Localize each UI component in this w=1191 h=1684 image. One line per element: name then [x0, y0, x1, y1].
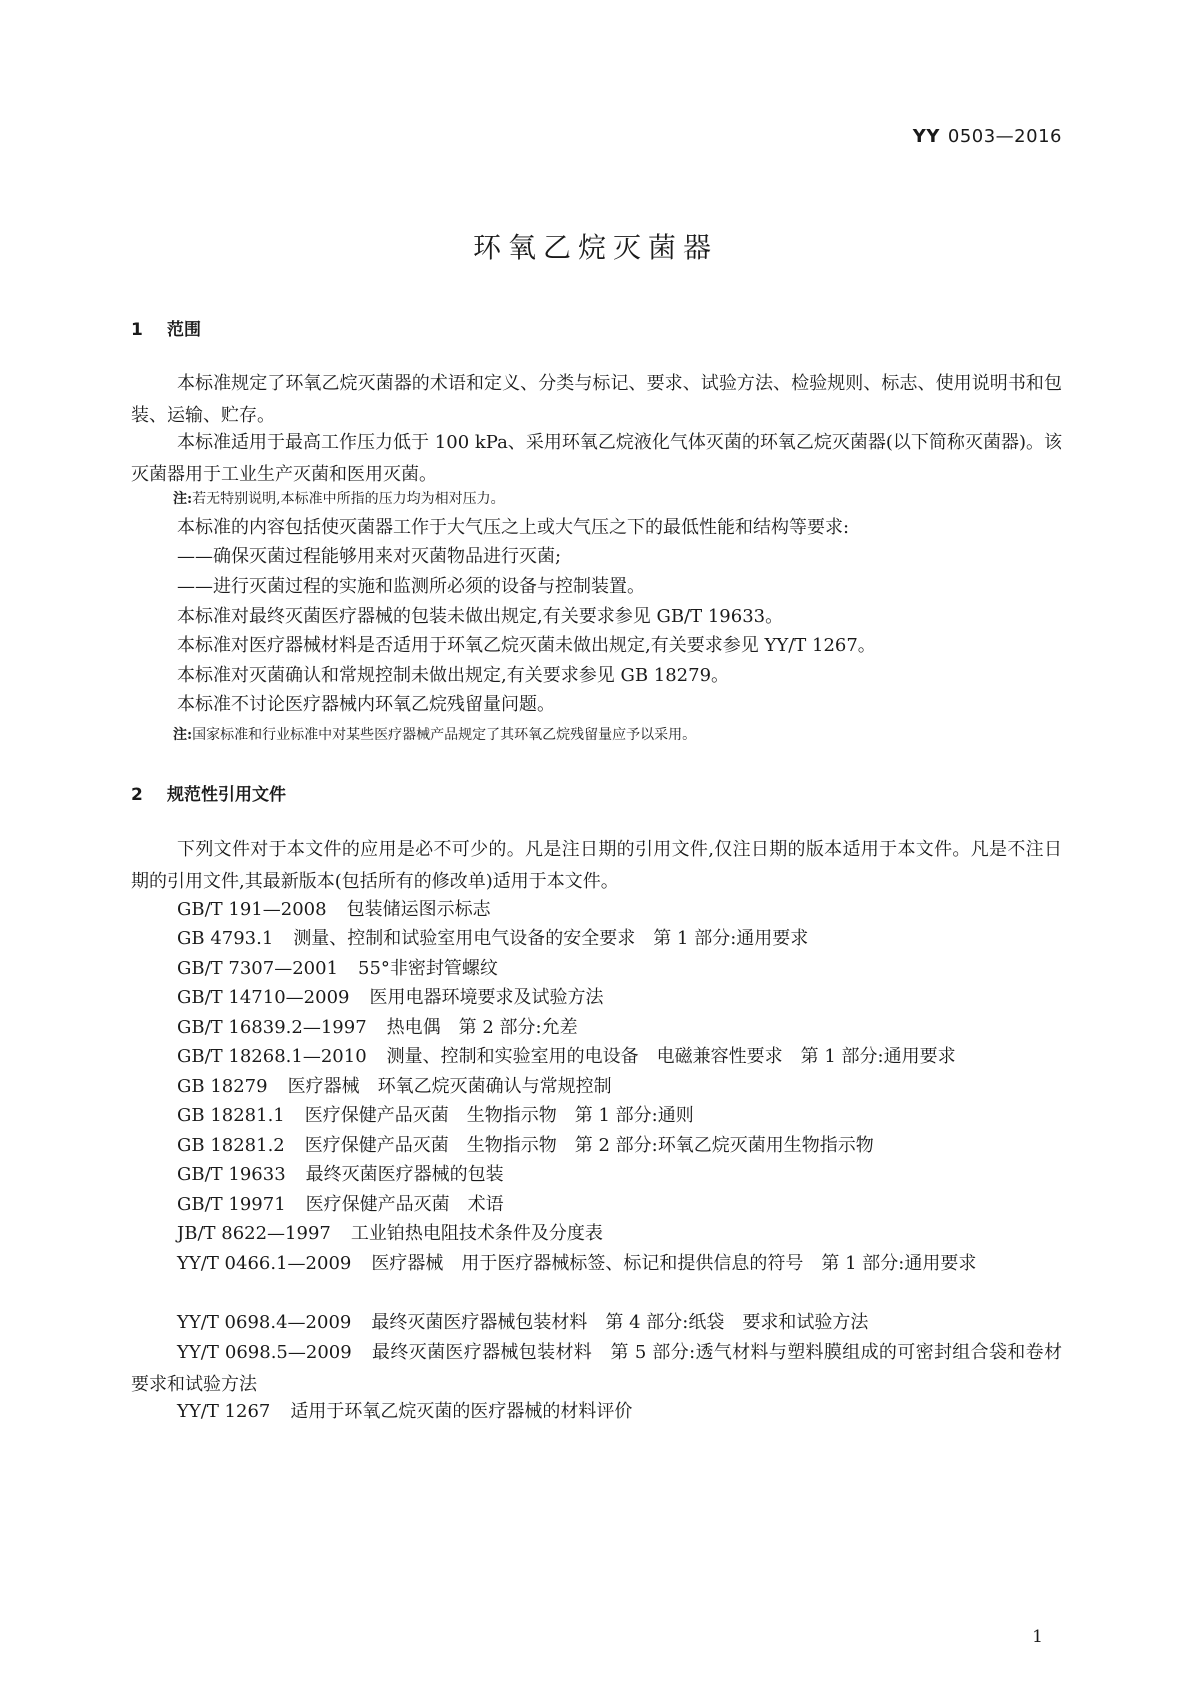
section-number: 2	[131, 785, 143, 805]
reference-item	[177, 1189, 504, 1221]
reference-code: YY/T 1267	[177, 1401, 271, 1422]
reference-title: 热电偶 第 2 部分:允差	[386, 1017, 578, 1038]
reference-code: GB 18281.1	[177, 1105, 285, 1126]
reference-code: GB/T 18268.1—2010	[177, 1046, 367, 1067]
reference-title: 医用电器环境要求及试验方法	[369, 987, 604, 1008]
note	[173, 488, 505, 508]
reference-title: 医疗器械 用于医疗器械标签、标记和提供信息的符号 第 1 部分:通用要求	[371, 1253, 977, 1274]
reference-code: JB/T 8622—1997	[177, 1223, 331, 1244]
paragraph: 本标准的内容包括使灭菌器工作于大气压之上或大气压之下的最低性能和结构等要求:	[177, 517, 850, 538]
paragraph: 本标准对医疗器械材料是否适用于环氧乙烷灭菌未做出规定,有关要求参见 YY/T 1267。	[177, 635, 876, 656]
reference-item	[177, 1307, 868, 1339]
document-title: 环氧乙烷灭菌器	[472, 231, 718, 264]
paragraph: 本标准不讨论医疗器械内环氧乙烷残留量问题。	[177, 694, 555, 715]
section-title: 规范性引用文件	[167, 785, 286, 805]
reference-title: 适用于环氧乙烷灭菌的医疗器械的材料评价	[290, 1401, 633, 1422]
list-item: ——进行灭菌过程的实施和监测所必须的设备与控制装置。	[177, 576, 645, 597]
section-1-heading	[131, 315, 201, 340]
reference-item	[177, 1012, 578, 1044]
reference-item	[177, 1218, 603, 1250]
section-title: 范围	[167, 320, 201, 340]
reference-item	[177, 1071, 612, 1103]
reference-title: 医疗保健产品灭菌 术语	[305, 1194, 504, 1215]
reference-item	[131, 1337, 1080, 1401]
reference-title: 最终灭菌医疗器械包装材料 第 5 部分:透气材料与塑料膜组成的可密封组合袋和卷材 要求和试验方法	[131, 1342, 1080, 1395]
reference-title: 医疗器械 环氧乙烷灭菌确认与常规控制	[287, 1076, 612, 1097]
reference-item	[177, 953, 498, 985]
reference-title: 医疗保健产品灭菌 生物指示物 第 1 部分:通则	[304, 1105, 694, 1126]
reference-item	[177, 1159, 504, 1191]
note-text: 国家标准和行业标准中对某些医疗器械产品规定了其环氧乙烷残留量应予以采用。	[192, 727, 697, 743]
reference-title: 55°非密封管螺纹	[358, 958, 498, 979]
paragraph: 本标准规定了环氧乙烷灭菌器的术语和定义、分类与标记、要求、试验方法、检验规则、标志、使用说明书和包装、运输、贮存。	[131, 373, 1062, 426]
reference-code: GB/T 19971	[177, 1194, 286, 1215]
paragraph: 本标准对灭菌确认和常规控制未做出规定,有关要求参见 GB 18279。	[177, 665, 730, 686]
standard-prefix: YY	[912, 126, 940, 147]
reference-title: 最终灭菌医疗器械的包装	[305, 1164, 504, 1185]
reference-code: YY/T 0698.5—2009	[177, 1342, 352, 1363]
reference-code: GB/T 16839.2—1997	[177, 1017, 367, 1038]
reference-title: 测量、控制和实验室用的电设备 电磁兼容性要求 第 1 部分:通用要求	[386, 1046, 956, 1067]
reference-item	[177, 1100, 694, 1132]
note	[173, 724, 696, 744]
reference-item	[177, 894, 491, 926]
paragraph: 本标准对最终灭菌医疗器械的包装未做出规定,有关要求参见 GB/T 19633。	[177, 606, 784, 627]
note-label: 注:	[173, 491, 193, 507]
reference-title: 包装储运图示标志	[346, 899, 491, 920]
standard-number: 0503—2016	[947, 126, 1062, 147]
reference-code: GB/T 7307—2001	[177, 958, 339, 979]
reference-code: GB/T 14710—2009	[177, 987, 350, 1008]
reference-item	[131, 1248, 1062, 1280]
paragraph: 本标准适用于最高工作压力低于 100 kPa、采用环氧乙烷液化气体灭菌的环氧乙烷灭菌器(以下简称灭菌器)。该灭菌器用于工业生产灭菌和医用灭菌。	[131, 432, 1062, 485]
section-number: 1	[131, 320, 143, 340]
page-number: 1	[1032, 1627, 1043, 1647]
list-item: ——确保灭菌过程能够用来对灭菌物品进行灭菌;	[177, 546, 562, 567]
standard-code	[913, 126, 1062, 147]
note-text: 若无特别说明,本标准中所指的压力均为相对压力。	[192, 491, 505, 507]
reference-item	[177, 1041, 956, 1073]
note-label: 注:	[173, 727, 193, 743]
reference-item	[177, 982, 603, 1014]
reference-title: 工业铂热电阻技术条件及分度表	[350, 1223, 603, 1244]
reference-item	[177, 1396, 632, 1428]
reference-item	[177, 923, 808, 955]
reference-code: YY/T 0466.1—2009	[177, 1253, 352, 1274]
reference-code: YY/T 0698.4—2009	[177, 1312, 352, 1333]
reference-code: GB/T 19633	[177, 1164, 286, 1185]
reference-title: 最终灭菌医疗器械包装材料 第 4 部分:纸袋 要求和试验方法	[371, 1312, 869, 1333]
paragraph: 下列文件对于本文件的应用是必不可少的。凡是注日期的引用文件,仅注日期的版本适用于本文件。凡是不注日期的引用文件,其最新版本(包括所有的修改单)适用于本文件。	[131, 839, 1062, 892]
section-2-heading	[131, 780, 286, 805]
reference-code: GB 18279	[177, 1076, 268, 1097]
reference-item	[177, 1130, 874, 1162]
reference-code: GB/T 191—2008	[177, 899, 327, 920]
reference-code: GB 18281.2	[177, 1135, 285, 1156]
reference-code: GB 4793.1	[177, 928, 274, 949]
reference-title: 测量、控制和试验室用电气设备的安全要求 第 1 部分:通用要求	[293, 928, 809, 949]
reference-title: 医疗保健产品灭菌 生物指示物 第 2 部分:环氧乙烷灭菌用生物指示物	[304, 1135, 874, 1156]
